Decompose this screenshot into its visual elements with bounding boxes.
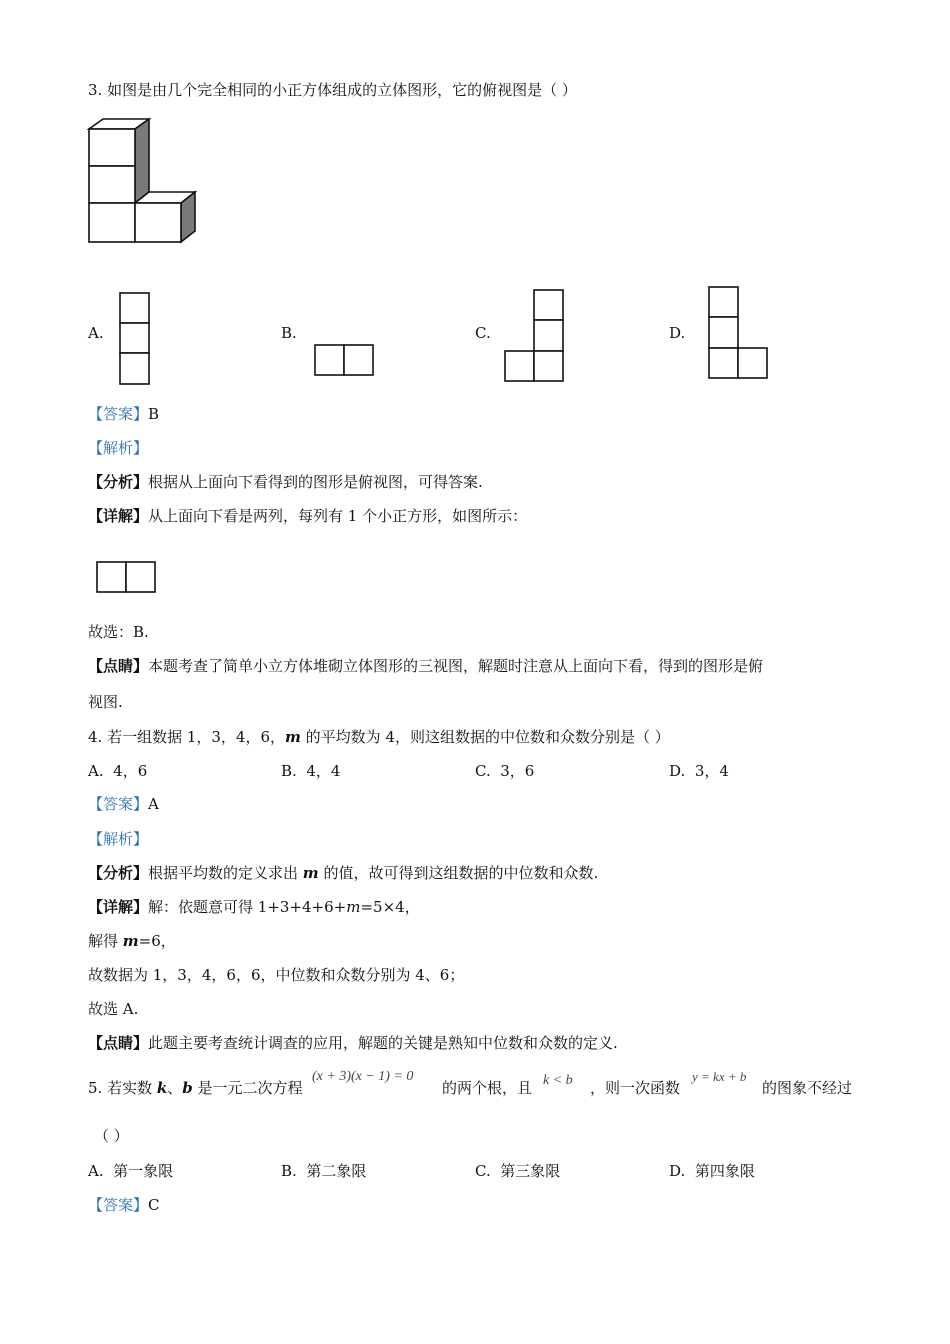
q4-option-a bbox=[88, 764, 147, 779]
q3-option-c-label: C. bbox=[475, 324, 491, 342]
q3-stem: 3. 如图是由几个完全相同的小正方体组成的立体图形，它的俯视图是（ ） bbox=[88, 81, 577, 99]
q4-option-c-text: 3，6 bbox=[500, 762, 535, 780]
q4-xiangjie-tag: 【详解】 bbox=[88, 898, 149, 916]
q4-option-d-text: 3，4 bbox=[694, 762, 729, 780]
q4-data-line: 故数据为 1，3，4，6，6，中位数和众数分别为 4、6； bbox=[88, 966, 465, 984]
q3-answer-line bbox=[88, 407, 159, 422]
q4-stem-m: m bbox=[285, 728, 301, 746]
q5-stem-b: 是一元二次方程 bbox=[192, 1079, 303, 1097]
q5-option-c-label: C. bbox=[475, 1162, 491, 1180]
q5-answer-value: C bbox=[148, 1196, 160, 1214]
q4-xiangjie-m: m bbox=[346, 898, 361, 916]
q3-option-d-figure bbox=[708, 286, 770, 380]
q4-jiexi-tag: 【解析】 bbox=[88, 830, 149, 848]
q4-option-b-label: B. bbox=[281, 762, 297, 780]
q4-solve-line bbox=[88, 934, 176, 949]
q4-stem bbox=[88, 730, 670, 745]
q4-guxuan: 故选 A. bbox=[88, 1000, 139, 1018]
q4-option-b bbox=[281, 764, 340, 779]
q5-function: y = kx + b bbox=[692, 1069, 747, 1084]
q5-option-b-text: 第二象限 bbox=[306, 1162, 367, 1180]
q4-option-a-text: 4，6 bbox=[113, 762, 148, 780]
q3-dianjing-line bbox=[88, 659, 763, 674]
q4-stem-a: 4. 若一组数据 1，3，4，6， bbox=[88, 728, 286, 746]
q3-option-c-figure bbox=[504, 289, 566, 385]
q4-option-a-label: A. bbox=[88, 762, 104, 780]
q5-stem-part1 bbox=[88, 1081, 303, 1096]
q4-xiangjie-b: =5×4， bbox=[360, 898, 420, 916]
q5-option-a bbox=[88, 1164, 173, 1179]
q5-option-d-label: D. bbox=[669, 1162, 686, 1180]
q3-xiangjie-text: 从上面向下看是两列，每列有 1 个小正方形，如图所示： bbox=[148, 507, 528, 525]
q5-option-c bbox=[475, 1164, 560, 1179]
q3-guxuan: 故选：B. bbox=[88, 623, 149, 641]
q5-inequality: k < b bbox=[543, 1073, 573, 1088]
q4-option-d bbox=[669, 764, 729, 779]
q4-xiangjie-line bbox=[88, 900, 420, 915]
q5-answer-tag: 【答案】 bbox=[88, 1196, 149, 1214]
q4-fenxi-line bbox=[88, 866, 598, 881]
q4-option-c-label: C. bbox=[475, 762, 491, 780]
q5-k: k bbox=[156, 1079, 168, 1097]
q5-option-c-text: 第三象限 bbox=[500, 1162, 561, 1180]
q5-option-b-label: B. bbox=[281, 1162, 297, 1180]
q4-dianjing-tag: 【点睛】 bbox=[88, 1034, 149, 1052]
q4-answer-value: A bbox=[148, 795, 159, 813]
q5-stem-e: 的图象不经过 bbox=[762, 1079, 853, 1097]
q4-answer-line bbox=[88, 797, 159, 812]
q4-dianjing-text: 此题主要考查统计调查的应用，解题的关键是熟知中位数和众数的定义. bbox=[148, 1034, 618, 1052]
q4-fenxi-a: 根据平均数的定义求出 bbox=[148, 864, 303, 882]
q3-option-a-figure bbox=[119, 292, 151, 386]
q3-jiexi-tag: 【解析】 bbox=[88, 439, 149, 457]
q3-xiangjie-tag: 【详解】 bbox=[88, 507, 149, 525]
q5-b: b bbox=[182, 1079, 193, 1097]
q4-stem-b: 的平均数为 4，则这组数据的中位数和众数分别是（ ） bbox=[300, 728, 670, 746]
q3-answer-tag: 【答案】 bbox=[88, 405, 149, 423]
q4-solve-b: =6， bbox=[138, 932, 176, 950]
q4-solve-a: 解得 bbox=[88, 932, 123, 950]
q3-solution-figure bbox=[96, 561, 158, 595]
q3-dianjing-cont: 视图. bbox=[88, 693, 123, 711]
q3-xiangjie-line bbox=[88, 509, 527, 524]
q5-stem-d: ，则一次函数 bbox=[590, 1079, 681, 1097]
q4-option-b-text: 4，4 bbox=[306, 762, 341, 780]
q5-option-d-text: 第四象限 bbox=[694, 1162, 755, 1180]
q3-fenxi-line bbox=[88, 475, 483, 490]
q3-dianjing-text: 本题考查了简单小立方体堆砌立体图形的三视图，解题时注意从上面向下看，得到的图形是俯 bbox=[148, 657, 764, 675]
q3-option-b-figure bbox=[314, 344, 376, 378]
q4-answer-tag: 【答案】 bbox=[88, 795, 149, 813]
q4-xiangjie-a: 解：依题意可得 1+3+4+6+ bbox=[148, 898, 347, 916]
q4-fenxi-m: m bbox=[302, 864, 319, 882]
q5-sep: 、 bbox=[167, 1079, 183, 1097]
q5-equation: (x + 3)(x − 1) = 0 bbox=[312, 1069, 414, 1084]
q3-fenxi-tag: 【分析】 bbox=[88, 473, 149, 491]
q5-option-d bbox=[669, 1164, 755, 1179]
q4-fenxi-b: 的值，故可得到这组数据的中位数和众数. bbox=[318, 864, 599, 882]
q4-fenxi-tag: 【分析】 bbox=[88, 864, 149, 882]
q4-option-d-label: D. bbox=[669, 762, 686, 780]
q5-option-b bbox=[281, 1164, 366, 1179]
q3-fenxi-text: 根据从上面向下看得到的图形是俯视图，可得答案. bbox=[148, 473, 483, 491]
q4-dianjing-line bbox=[88, 1036, 618, 1051]
q4-solve-m: m bbox=[122, 932, 139, 950]
q3-option-d-label: D. bbox=[669, 324, 686, 342]
q3-solid-figure bbox=[86, 116, 198, 246]
q5-stem-c: 的两个根，且 bbox=[442, 1079, 533, 1097]
q5-option-a-text: 第一象限 bbox=[113, 1162, 174, 1180]
q3-answer-value: B bbox=[148, 405, 160, 423]
q3-option-b-label: B. bbox=[281, 324, 297, 342]
q4-option-c bbox=[475, 764, 534, 779]
q5-stem-a: 5. 若实数 bbox=[88, 1079, 157, 1097]
q3-dianjing-tag: 【点睛】 bbox=[88, 657, 149, 675]
q5-answer-line bbox=[88, 1198, 160, 1213]
q3-option-a-label: A. bbox=[88, 324, 104, 342]
q5-option-a-label: A. bbox=[88, 1162, 104, 1180]
q5-paren: （ ） bbox=[94, 1127, 129, 1145]
